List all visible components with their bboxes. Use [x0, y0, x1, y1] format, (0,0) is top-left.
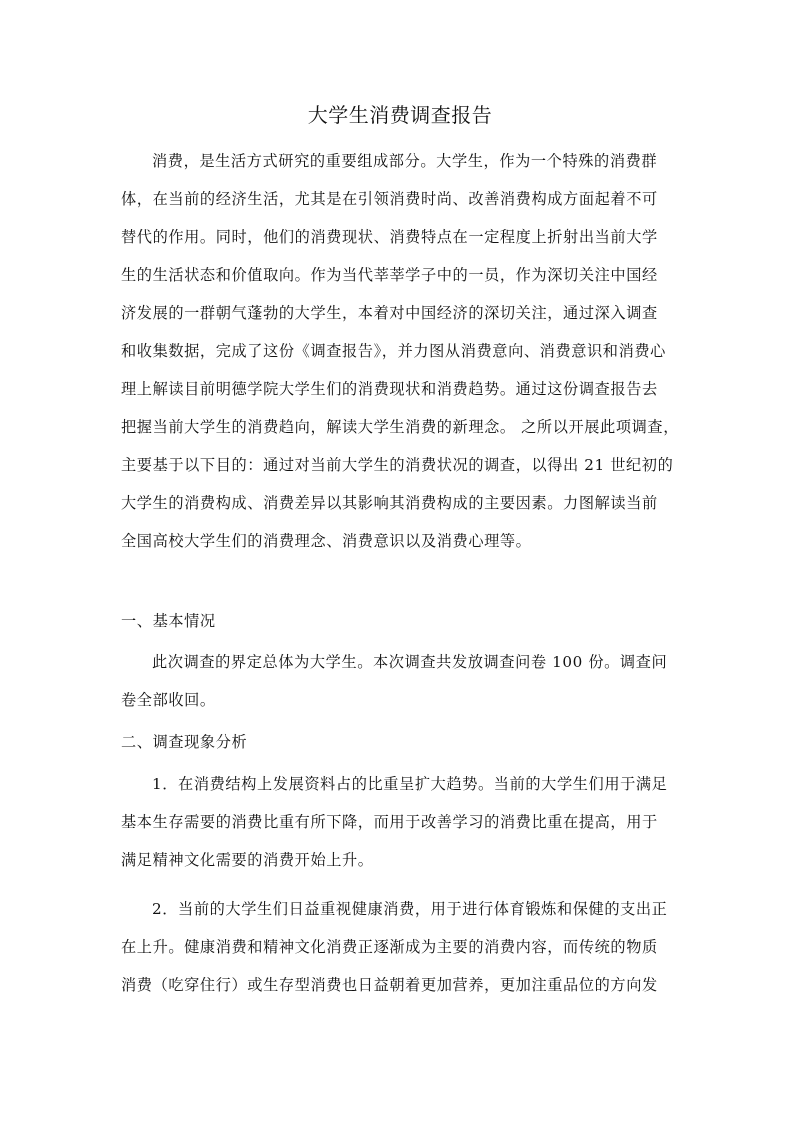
intro-line-5: 济发展的一群朝气蓬勃的大学生，本着对中国经济的深切关注，通过深入调查 — [121, 304, 658, 322]
section1-line-1: 此次调查的界定总体为大学生。本次调查共发放调查问卷 100 份。调查问 — [152, 653, 668, 671]
intro-line-7: 理上解读目前明德学院大学生们的消费现状和消费趋势。通过这份调查报告去 — [121, 380, 658, 398]
intro-line-6: 和收集数据，完成了这份《调查报告》，并力图从消费意向、消费意识和消费心 — [121, 342, 666, 360]
item1-line-1: 1．在消费结构上发展资料占的比重呈扩大趋势。当前的大学生们用于满足 — [152, 775, 668, 793]
item2-line-1: 2．当前的大学生们日益重视健康消费，用于进行体育锻炼和保健的支出正 — [152, 900, 668, 918]
intro-line-10: 大学生的消费构成、消费差异以其影响其消费构成的主要因素。力图解读当前 — [121, 494, 658, 512]
section1-line-2: 卷全部收回。 — [121, 691, 216, 709]
section-heading-analysis: 二、调查现象分析 — [121, 733, 248, 751]
intro-line-8: 把握当前大学生的消费趋向，解读大学生消费的新理念。 之所以开展此项调查， — [121, 418, 679, 436]
item1-line-2: 基本生存需要的消费比重有所下降，而用于改善学习的消费比重在提高，用于 — [121, 813, 658, 831]
intro-line-2: 体，在当前的经济生活，尤其是在引领消费时尚、改善消费构成方面起着不可 — [121, 190, 658, 208]
item1-line-3: 满足精神文化需要的消费开始上升。 — [121, 851, 374, 869]
item2-line-3: 消费（吃穿住行）或生存型消费也日益朝着更加营养，更加注重品位的方向发 — [121, 976, 658, 994]
intro-line-11: 全国高校大学生们的消费理念、消费意识以及消费心理等。 — [121, 532, 532, 550]
section-heading-basic: 一、基本情况 — [121, 612, 216, 630]
intro-line-9: 主要基于以下目的：通过对当前大学生的消费状况的调查，以得出 21 世纪初的 — [121, 456, 674, 474]
item2-line-2: 在上升。健康消费和精神文化消费正逐渐成为主要的消费内容，而传统的物质 — [121, 938, 658, 956]
intro-line-3: 替代的作用。同时，他们的消费现状、消费特点在一定程度上折射出当前大学 — [121, 228, 658, 246]
intro-line-4: 生的生活状态和价值取向。作为当代莘莘学子中的一员，作为深切关注中国经 — [121, 266, 658, 284]
intro-line-1: 消费，是生活方式研究的重要组成部分。大学生，作为一个特殊的消费群 — [152, 152, 658, 170]
document-title: 大学生消费调查报告 — [307, 103, 493, 127]
